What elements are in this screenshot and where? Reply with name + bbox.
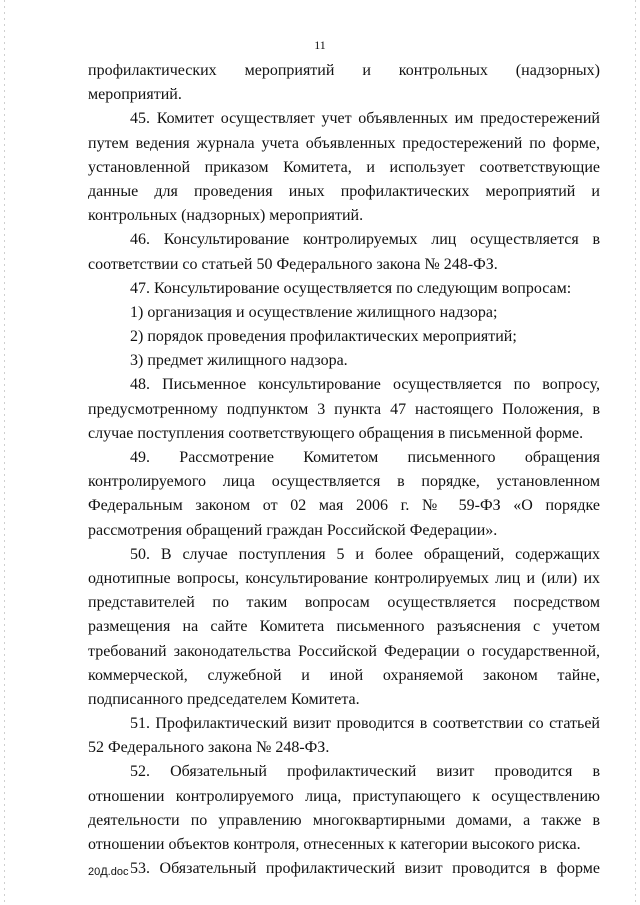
text-line: случае поступления соответствующего обращения в письменной форме.: [88, 424, 584, 442]
text-line: контролируемого лица осуществляется в порядке, установленном: [88, 473, 600, 491]
text-line: мероприятий.: [88, 86, 182, 104]
scan-edge-right: [635, 0, 636, 905]
text-line: соответствии со статьей 50 Федерального закона № 248-ФЗ.: [88, 255, 498, 273]
text-line: требований законодательства Российской Федерации о государственной,: [88, 642, 600, 660]
document-body: [88, 59, 600, 881]
footer-filename: 20Д.doc: [88, 866, 129, 878]
text-line: 52 Федерального закона № 248-ФЗ.: [88, 739, 330, 757]
scan-edge-left: [4, 0, 5, 905]
text-line: представителей по таким вопросам осуществляется посредством: [88, 594, 600, 612]
text-line: установленной приказом Комитета, и использует соответствующие: [88, 158, 600, 176]
text-line: 53. Обязательный профилактический визит проводится в форме: [130, 860, 600, 878]
text-line: предусмотренному подпунктом 3 пункта 47 настоящего Положения, в: [88, 400, 600, 418]
text-line: размещения на сайте Комитета письменного разъяснения с учетом: [88, 618, 600, 636]
text-line: 48. Письменное консультирование осуществляется по вопросу,: [130, 376, 600, 394]
text-line: 50. В случае поступления 5 и более обращений, содержащих: [130, 545, 600, 563]
text-line: рассмотрения обращений граждан Российской Федерации».: [88, 521, 498, 539]
text-line: деятельности по управлению многоквартирными домами, а также в: [88, 811, 600, 829]
text-line: 47. Консультирование осуществляется по следующим вопросам:: [130, 279, 572, 297]
text-line: отношении контролируемого лица, приступающего к осуществлению: [88, 787, 600, 805]
text-line: 45. Комитет осуществляет учет объявленных им предостережений: [130, 110, 600, 128]
text-line: профилактических мероприятий и контрольных (надзорных): [88, 62, 600, 79]
page-number: 11: [314, 38, 326, 52]
text-line: путем ведения журнала учета объявленных предостережений по форме,: [88, 134, 600, 152]
text-line: подписанного председателем Комитета.: [88, 690, 360, 708]
text-line: контрольных (надзорных) мероприятий.: [88, 207, 364, 225]
text-line: однотипные вопросы, консультирование контролируемых лиц и (или) их: [88, 569, 600, 587]
text-line: коммерческой, служебной и иной охраняемой законом тайне,: [88, 666, 600, 684]
text-line: 2) порядок проведения профилактических мероприятий;: [130, 328, 517, 346]
text-line: 49. Рассмотрение Комитетом письменного обращения: [130, 449, 600, 466]
text-line: 1) организация и осуществление жилищного надзора;: [130, 303, 498, 321]
text-line: Федеральным законом от 02 мая 2006 г. № 59-ФЗ «О порядке: [88, 497, 600, 515]
text-line: отношении объектов контроля, отнесенных к категории высокого риска.: [88, 836, 581, 853]
text-line: 52. Обязательный профилактический визит проводится в: [130, 763, 600, 781]
text-line: 3) предмет жилищного надзора.: [130, 352, 348, 370]
text-line: данные для проведения иных профилактических мероприятий и: [88, 182, 600, 200]
text-line: 46. Консультирование контролируемых лиц осуществляется в: [130, 231, 600, 249]
text-line: 51. Профилактический визит проводится в соответствии со статьей: [130, 715, 600, 733]
